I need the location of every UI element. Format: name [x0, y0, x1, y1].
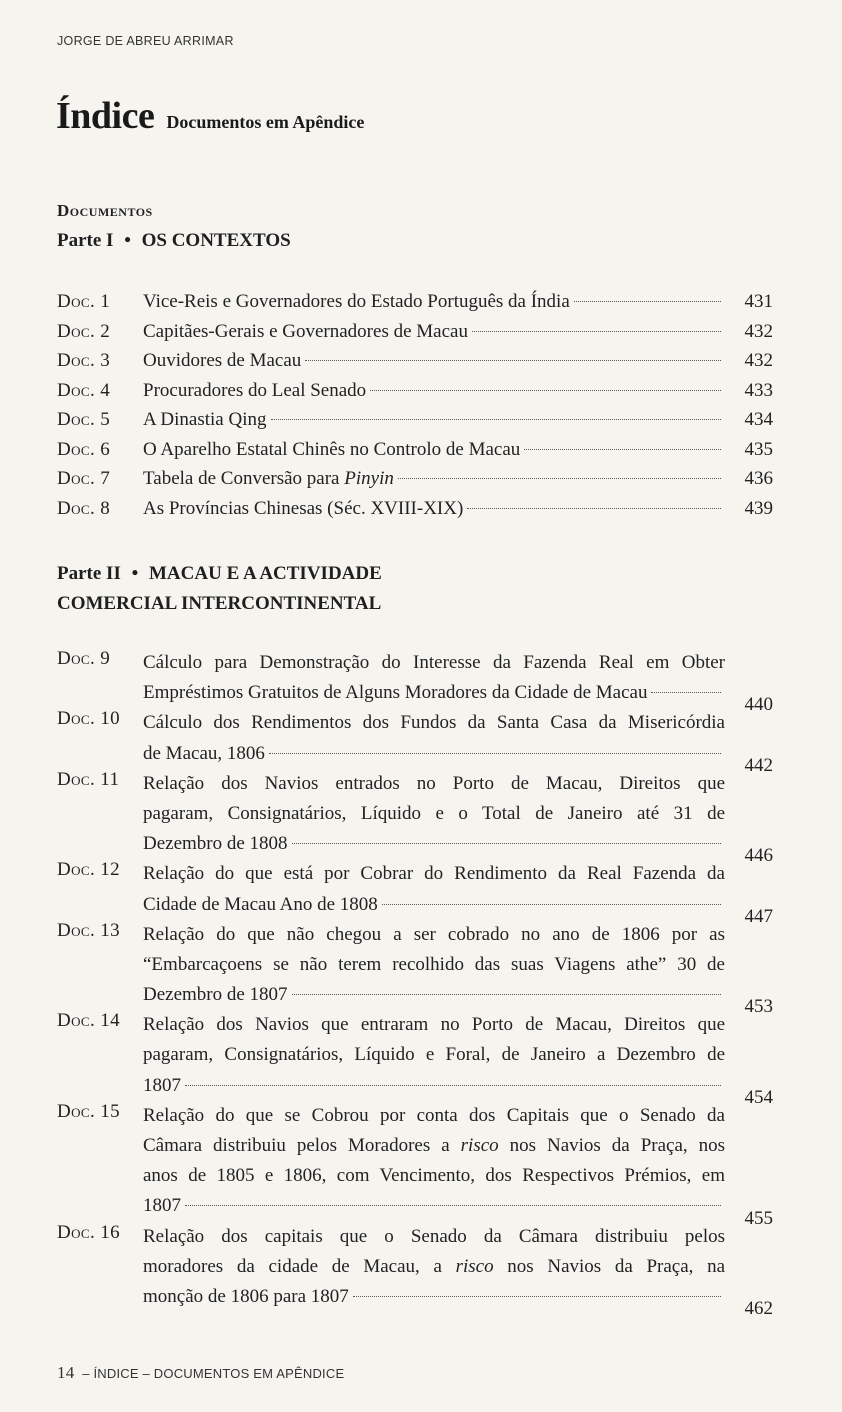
- part1-heading: [57, 226, 291, 256]
- entry-title-line: [143, 464, 725, 494]
- doc-number: Doc. 7: [57, 468, 111, 489]
- entry-title-line: [143, 739, 725, 769]
- entry-body: [143, 346, 773, 376]
- part1-toc: [57, 287, 773, 523]
- entry-title-line: [143, 1191, 725, 1221]
- dot-leader: [524, 449, 721, 450]
- entry-title-line: [143, 1282, 725, 1312]
- entry-title: monção de 1806 para 1807: [143, 1285, 349, 1307]
- footer-text-2: DOCUMENTOS EM APÊNDICE: [153, 1366, 345, 1381]
- entry-body: [143, 317, 773, 347]
- footer-dash-2: –: [142, 1366, 150, 1381]
- entry-title: Dezembro de 1807: [143, 984, 288, 1006]
- toc-entry: [57, 919, 773, 1018]
- entry-title: de Macau, 1806: [143, 742, 265, 764]
- entry-lines: [143, 317, 773, 347]
- running-head: JORGE DE ABREU ARRIMAR: [57, 34, 234, 48]
- entry-title-line: Relação dos Navios que entraram no Porto de Macau, Direitos que: [143, 1014, 725, 1036]
- entry-title-line: [143, 890, 725, 920]
- entry-title: O Aparelho Estatal Chinês no Controlo de Macau: [143, 438, 521, 460]
- toc-entry: [57, 376, 773, 406]
- entry-title-line: [143, 376, 725, 406]
- entry-lines: [143, 1010, 773, 1101]
- entry-title-line: Câmara distribuiu pelos Moradores a risco nos Navios da Praça, nos: [143, 1135, 725, 1156]
- doc-number: Doc. 2: [57, 320, 111, 342]
- doc-number: Doc. 11: [57, 768, 120, 790]
- part2-toc: [57, 648, 773, 1320]
- entry-title: Procuradores do Leal Senado: [143, 379, 367, 401]
- entry-title: Ouvidores de Macau: [143, 350, 302, 371]
- part1-bullet: •: [124, 230, 131, 251]
- entry-body: [143, 920, 773, 1018]
- entry-title: Dezembro de 1808: [143, 833, 288, 855]
- page-number: 431: [744, 291, 773, 312]
- part2-heading: [57, 559, 382, 619]
- entry-body: [143, 405, 773, 435]
- dot-leader: [292, 994, 721, 995]
- entry-lines: [143, 405, 773, 435]
- entry-title: A Dinastia Qing: [143, 409, 267, 430]
- entry-title-line: anos de 1805 e 1806, com Vencimento, dos Respectivos Prémios, em: [143, 1165, 725, 1187]
- page-number: 462: [744, 1298, 773, 1320]
- entry-body: [143, 287, 773, 317]
- doc-number: Doc. 3: [57, 350, 111, 371]
- doc-number: Doc. 8: [57, 497, 111, 519]
- entry-body: [143, 1222, 773, 1320]
- toc-entry: [57, 708, 773, 776]
- entry-title: Tabela de Conversão para Pinyin: [143, 468, 394, 489]
- doc-number: Doc. 1: [57, 291, 111, 312]
- dot-leader: [305, 360, 721, 361]
- page-number: 440: [744, 694, 773, 716]
- doc-number: Doc. 12: [57, 859, 121, 881]
- toc-entry: [57, 346, 773, 376]
- page-number: 433: [744, 379, 773, 401]
- doc-number: Doc. 10: [57, 708, 121, 730]
- footer-text-1: ÍNDICE: [93, 1366, 139, 1381]
- entry-lines: [143, 1101, 773, 1222]
- part1-name: OS CONTEXTOS: [141, 230, 291, 251]
- page-number: 435: [744, 438, 773, 460]
- toc-entry: [57, 1100, 773, 1229]
- part1-prefix: Parte I: [57, 230, 114, 251]
- entry-body: [143, 769, 773, 867]
- page-number: 434: [744, 409, 773, 430]
- section-label: Documentos: [57, 201, 153, 220]
- toc-entry: [57, 1010, 773, 1108]
- entry-title-line: [143, 435, 725, 465]
- entry-body: [143, 859, 773, 927]
- entry-title-line: [143, 980, 725, 1010]
- toc-entry: [57, 405, 773, 435]
- entry-lines: [143, 464, 773, 494]
- part2-name-line1: MACAU E A ACTIVIDADE: [149, 563, 382, 584]
- dot-leader: [185, 1205, 721, 1206]
- entry-title: Capitães-Gerais e Governadores de Macau: [143, 320, 468, 342]
- doc-number: Doc. 13: [57, 919, 121, 941]
- dot-leader: [269, 753, 721, 754]
- entry-title-line: [143, 287, 725, 317]
- toc-entry: [57, 494, 773, 524]
- toc-entry: [57, 317, 773, 347]
- entry-body: [143, 1010, 773, 1108]
- entry-lines: [143, 920, 773, 1011]
- page-subtitle: Documentos em Apêndice: [166, 112, 365, 132]
- dot-leader: [185, 1085, 721, 1086]
- entry-body: [143, 376, 773, 406]
- entry-lines: [143, 376, 773, 406]
- entry-lines: [143, 346, 773, 376]
- dot-leader: [382, 904, 721, 905]
- entry-lines: [143, 648, 773, 708]
- title-row: [56, 94, 364, 138]
- entry-title: Cidade de Macau Ano de 1808: [143, 893, 378, 915]
- entry-body: [143, 1101, 773, 1229]
- page-number: 432: [744, 320, 773, 342]
- entry-title: Empréstimos Gratuitos de Alguns Moradores da Cidade de Macau: [143, 682, 648, 704]
- doc-number: Doc. 16: [57, 1221, 121, 1243]
- page-number: 455: [744, 1207, 773, 1229]
- entry-title-line: Relação do que se Cobrou por conta dos Capitais que o Senado da: [143, 1104, 725, 1126]
- doc-number: Doc. 6: [57, 438, 111, 460]
- doc-number: Doc. 14: [57, 1010, 121, 1032]
- page-number: 442: [744, 754, 773, 776]
- dot-leader: [370, 390, 721, 391]
- entry-body: [143, 494, 773, 524]
- page-number: 454: [744, 1086, 773, 1108]
- entry-title-line: moradores da cidade de Macau, a risco nos Navios da Praça, na: [143, 1255, 726, 1277]
- toc-entry: [57, 768, 773, 867]
- page-title: Índice: [56, 95, 155, 137]
- doc-number: Doc. 9: [57, 648, 111, 669]
- doc-number: Doc. 4: [57, 379, 111, 401]
- dot-leader: [398, 478, 721, 479]
- entry-lines: [143, 708, 773, 768]
- entry-title-line: [143, 317, 725, 347]
- dot-leader: [467, 508, 721, 509]
- page-number: 439: [744, 497, 773, 519]
- page-footer: [57, 1363, 344, 1383]
- part2-prefix: Parte II: [57, 563, 121, 584]
- entry-lines: [143, 287, 773, 317]
- entry-title: As Províncias Chinesas (Séc. XVIII-XIX): [143, 497, 464, 519]
- entry-lines: [143, 494, 773, 524]
- page-number: 432: [744, 350, 773, 371]
- entry-title-line: [143, 494, 725, 524]
- entry-title-line: Cálculo dos Rendimentos dos Fundos da Santa Casa da Misericórdia: [143, 712, 725, 734]
- dot-leader: [574, 301, 721, 302]
- page-number: 453: [744, 996, 773, 1018]
- doc-number: Doc. 5: [57, 409, 111, 430]
- entry-title-line: Cálculo para Demonstração do Interesse da Fazenda Real em Obter: [143, 652, 725, 673]
- entry-title-line: [143, 405, 725, 435]
- entry-body: [143, 708, 773, 776]
- entry-title-line: “Embarcaçoens se não terem recolhido das suas Viagens athe” 30 de: [143, 953, 725, 975]
- toc-entry: [57, 1221, 773, 1320]
- part2-name-line2: COMERCIAL INTERCONTINENTAL: [57, 593, 382, 614]
- entry-title: Vice-Reis e Governadores do Estado Português da Índia: [143, 291, 570, 312]
- toc-entry: [57, 287, 773, 317]
- entry-body: [143, 648, 773, 716]
- entry-body: [143, 435, 773, 465]
- entry-title-line: [143, 346, 725, 376]
- entry-lines: [143, 435, 773, 465]
- page-number: 447: [744, 905, 773, 927]
- entry-title-line: [143, 1071, 725, 1101]
- entry-title-line: Relação dos capitais que o Senado da Câmara distribuiu pelos: [143, 1225, 725, 1247]
- entry-title-line: Relação dos Navios entrados no Porto de Macau, Direitos que: [143, 772, 725, 794]
- dot-leader: [292, 843, 721, 844]
- entry-title-line: [143, 678, 725, 708]
- doc-number: Doc. 15: [57, 1100, 121, 1122]
- toc-entry: [57, 435, 773, 465]
- toc-entry: [57, 648, 773, 716]
- toc-entry: [57, 464, 773, 494]
- toc-entry: [57, 859, 773, 927]
- entry-title-line: [143, 829, 725, 859]
- page-number: 446: [744, 845, 773, 867]
- dot-leader: [472, 331, 721, 332]
- entry-lines: [143, 859, 773, 919]
- part2-bullet: •: [131, 563, 139, 584]
- entry-title: 1807: [143, 1074, 181, 1096]
- footer-dash-1: –: [82, 1366, 90, 1381]
- dot-leader: [271, 419, 722, 420]
- entry-title-line: Relação do que está por Cobrar do Rendimento da Real Fazenda da: [143, 863, 725, 885]
- entry-title-line: Relação do que não chegou a ser cobrado no ano de 1806 por as: [143, 923, 725, 945]
- entry-title: 1807: [143, 1195, 181, 1217]
- dot-leader: [651, 692, 721, 693]
- entry-title-line: pagaram, Consignatários, Líquido e o Total de Janeiro até 31 de: [143, 802, 725, 824]
- footer-page-number: 14: [57, 1363, 75, 1382]
- entry-lines: [143, 769, 773, 860]
- entry-lines: [143, 1222, 773, 1313]
- dot-leader: [353, 1296, 721, 1297]
- entry-body: [143, 464, 773, 494]
- entry-title-line: pagaram, Consignatários, Líquido e Foral, de Janeiro a Dezembro de: [143, 1044, 725, 1066]
- page-number: 436: [744, 468, 773, 489]
